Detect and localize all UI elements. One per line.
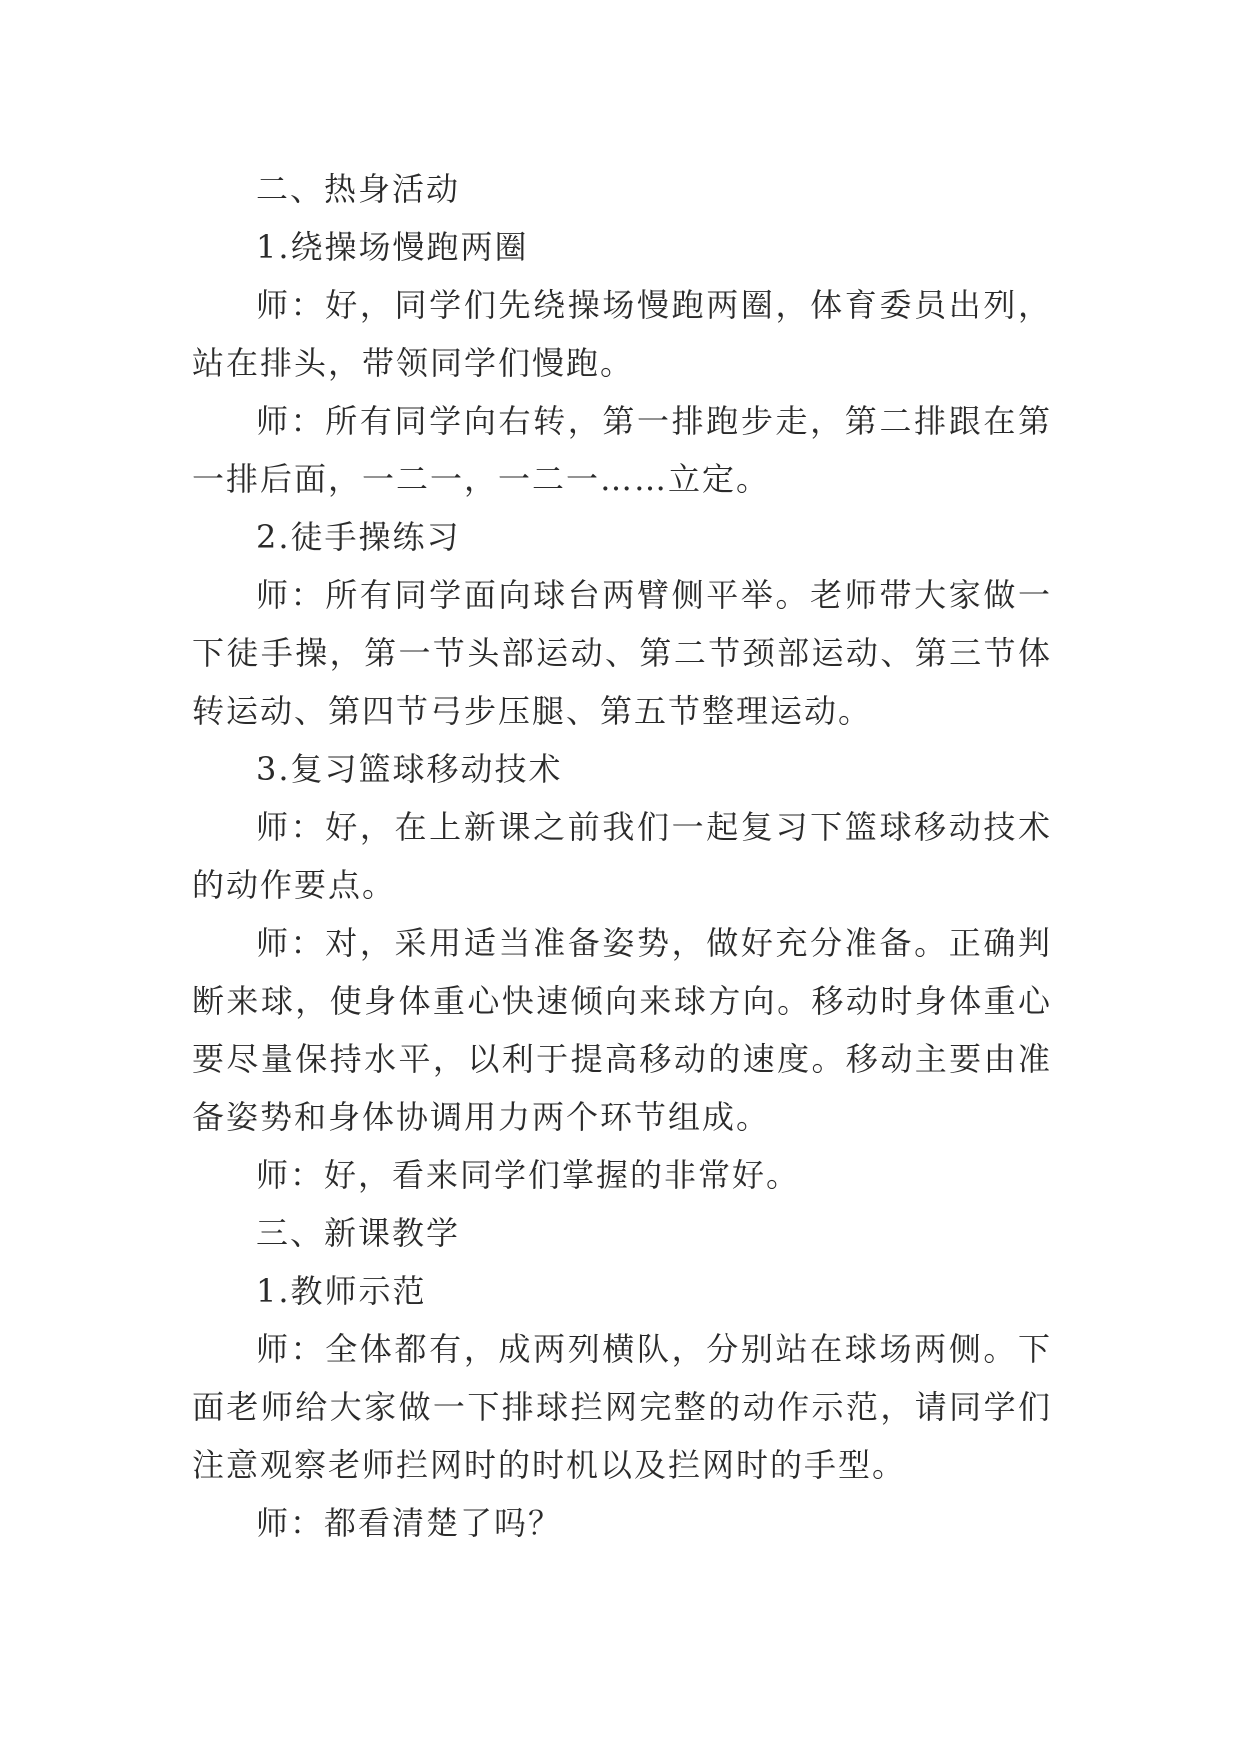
paragraph: 师：全体都有，成两列横队，分别站在球场两侧。下面老师给大家做一下排球拦网完整的动作示范，请同学们注意观察老师拦网时的时机以及拦网时的手型。 <box>192 1330 1052 1484</box>
paragraph: 师：所有同学面向球台两臂侧平举。老师带大家做一下徒手操，第一节头部运动、第二节颈部运动、第三节体转运动、第四节弓步压腿、第五节整理运动。 <box>192 576 1052 730</box>
subheading-review-basketball: 3.复习篮球移动技术 <box>256 750 563 788</box>
section-heading-new-lesson: 三、新课教学 <box>256 1214 461 1252</box>
subheading-jogging: 1.绕操场慢跑两圈 <box>256 228 529 266</box>
paragraph: 师：好，看来同学们掌握的非常好。 <box>256 1156 801 1194</box>
subheading-teacher-demo: 1.教师示范 <box>256 1272 427 1310</box>
paragraph: 师：好，同学们先绕操场慢跑两圈，体育委员出列，站在排头，带领同学们慢跑。 <box>192 286 1052 382</box>
document-body <box>192 160 1052 1552</box>
paragraph: 师：好，在上新课之前我们一起复习下篮球移动技术的动作要点。 <box>192 808 1052 904</box>
section-heading-warmup: 二、热身活动 <box>256 170 461 208</box>
paragraph: 师：对，采用适当准备姿势，做好充分准备。正确判断来球，使身体重心快速倾向来球方向。移动时身体重心要尽量保持水平，以利于提高移动的速度。移动主要由准备姿势和身体协调用力两个环节组成。 <box>192 924 1052 1136</box>
paragraph: 师：都看清楚了吗？ <box>256 1504 563 1542</box>
paragraph: 师：所有同学向右转，第一排跑步走，第二排跟在第一排后面，一二一，一二一……立定。 <box>192 402 1052 498</box>
subheading-freehand-exercise: 2.徒手操练习 <box>256 518 461 556</box>
